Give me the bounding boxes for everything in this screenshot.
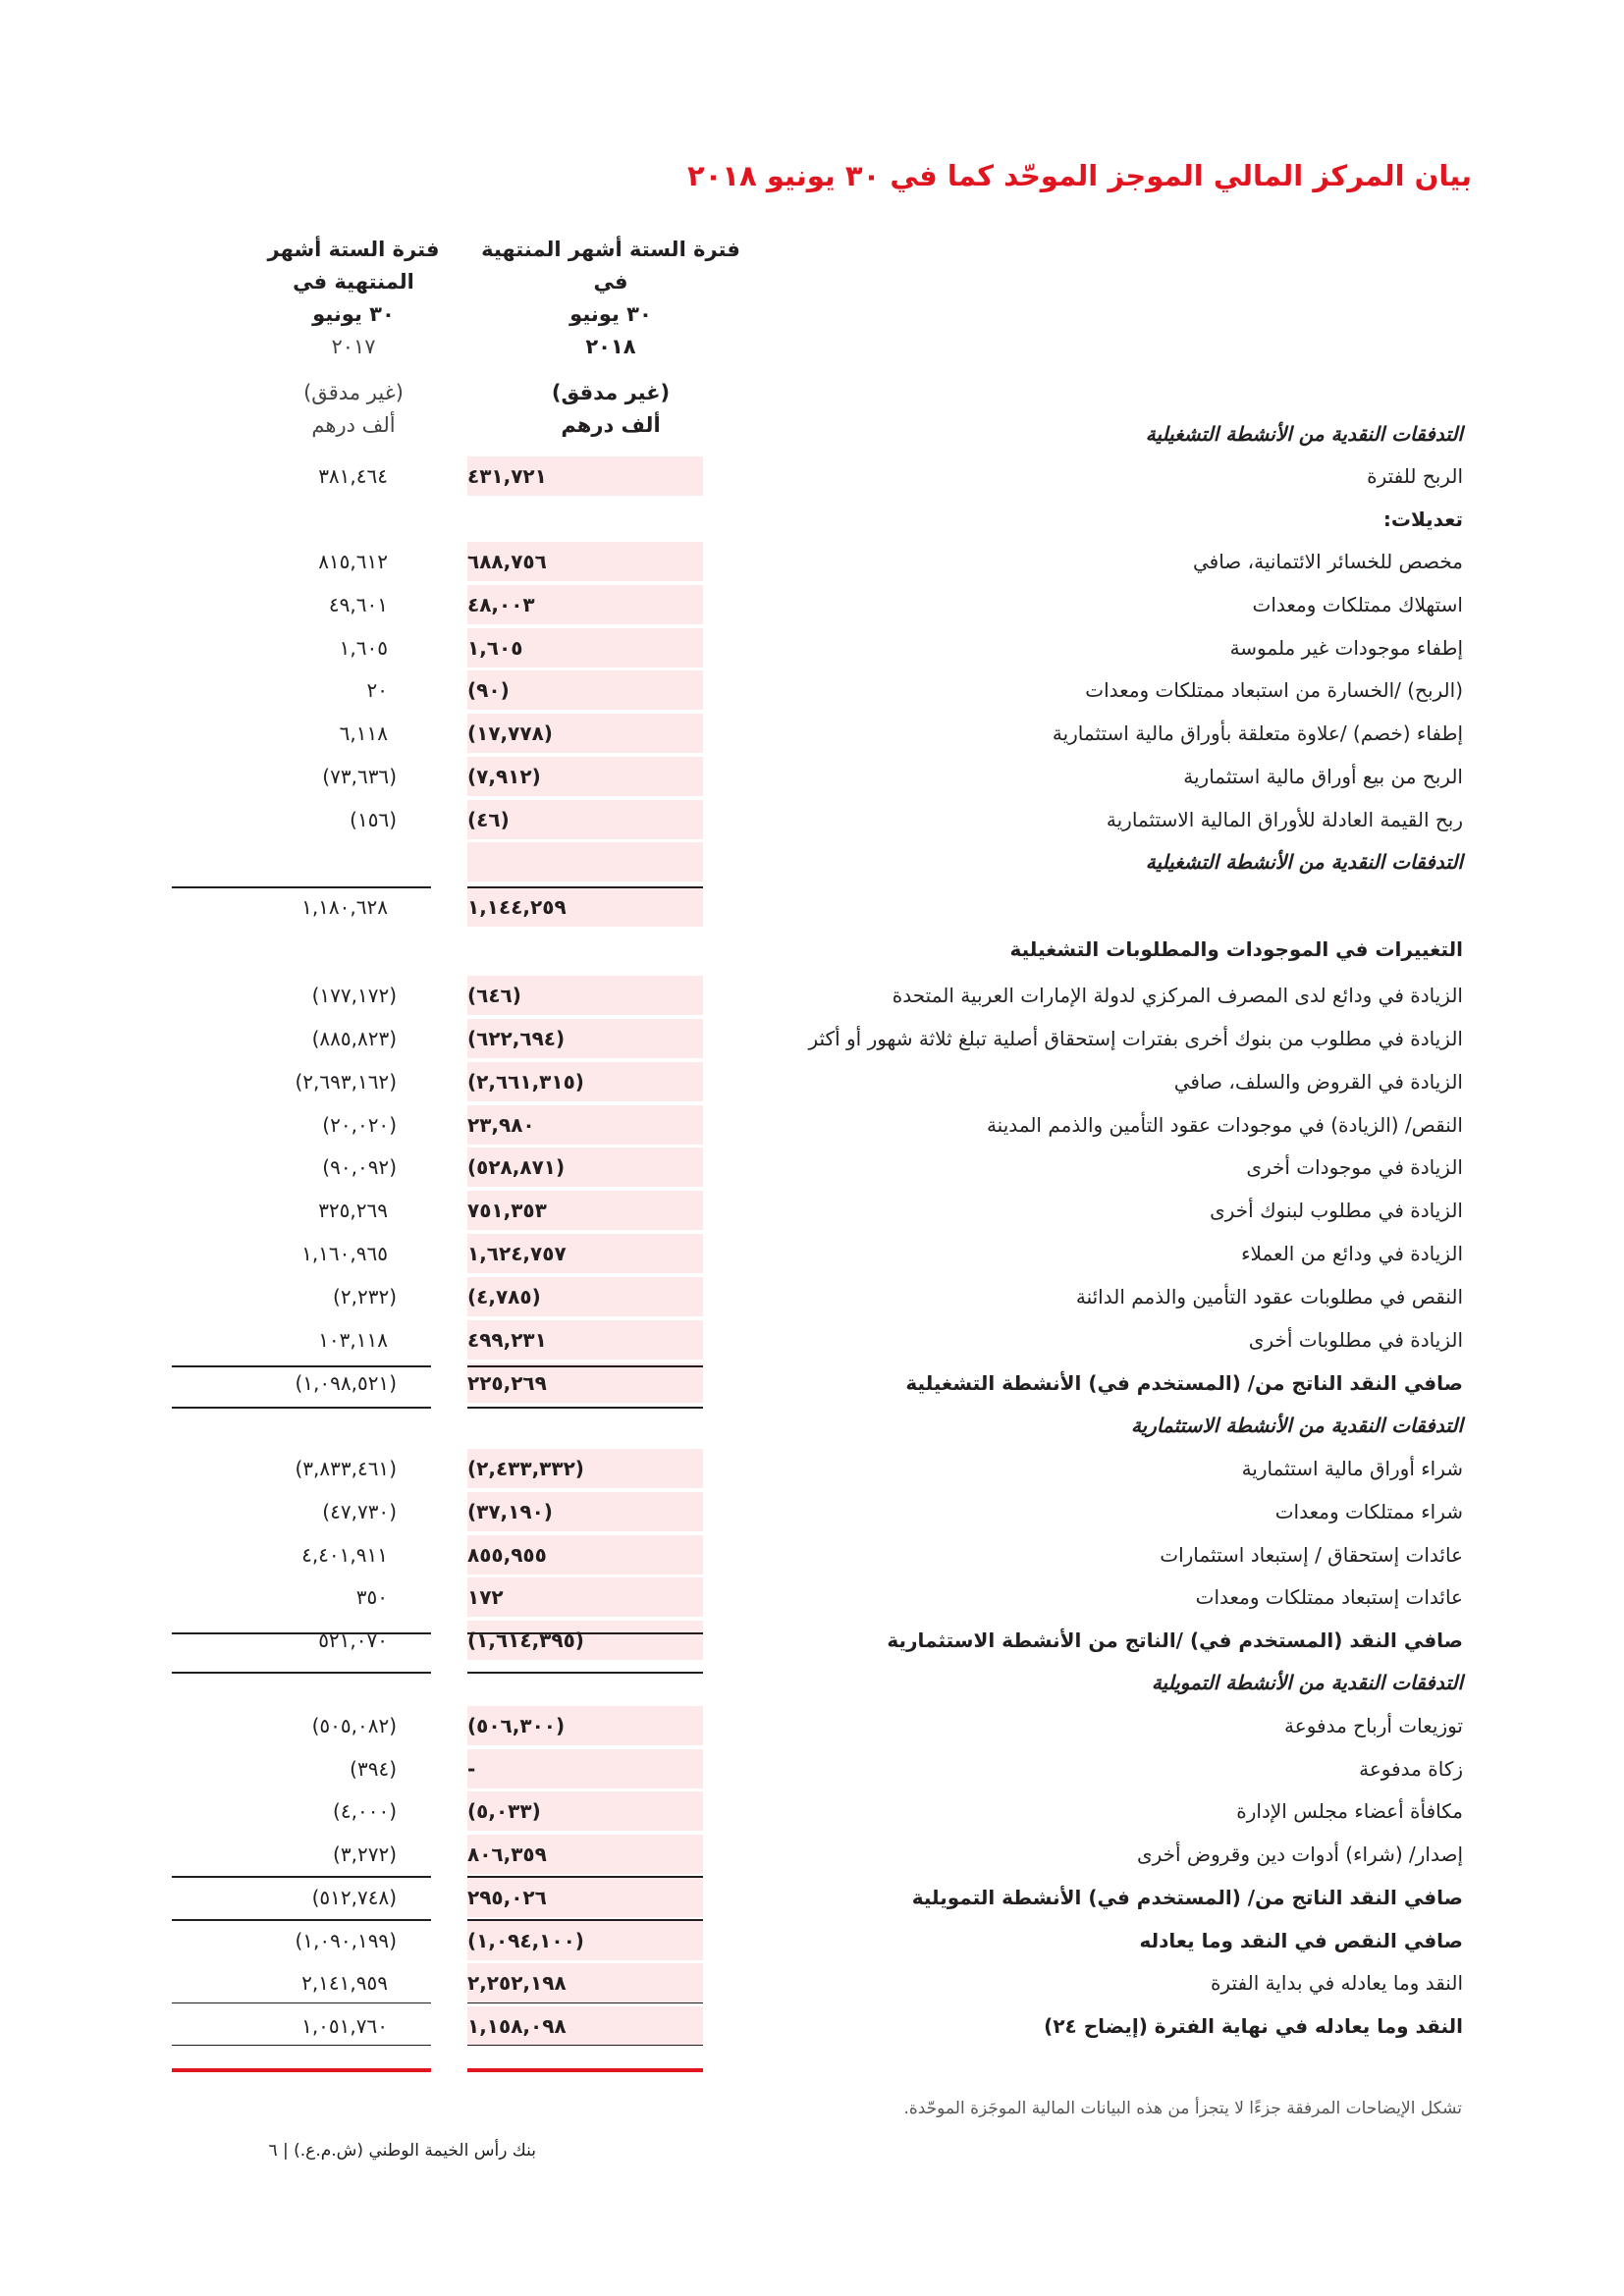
column-header-unit: ألف درهم [311,413,396,437]
value-2018: ١,٦٢٤,٧٥٧ [467,1242,567,1265]
value-cell-2018 [467,1191,703,1230]
table-row [0,1876,1624,1919]
value-cell-2017 [172,1835,431,1874]
value-2017: ٢٠ [366,678,388,702]
rule-line [467,1407,703,1409]
value-cell-2018 [467,628,703,667]
value-2017: ٢,١٤١,٩٥٩ [301,1971,388,1995]
table-row [0,668,1624,712]
value-cell-2018 [467,1492,703,1531]
column-header-2018 [463,234,758,442]
row-label: الربح للفترة [1367,464,1463,488]
value-2018: ٨٠٦,٣٥٩ [467,1842,547,1866]
value-cell-2017 [172,1535,431,1575]
value-cell-2017 [172,1148,431,1187]
value-2017: ٦,١١٨ [339,721,388,745]
value-2018: - [467,1757,476,1781]
table-row [0,1232,1624,1275]
value-cell-2017 [172,1277,431,1316]
value-2017: (٣٩٤) [350,1757,397,1781]
value-2018: (١,٦١٤,٣٩٥) [467,1629,584,1652]
value-2017: (٢٠,٠٢٠) [322,1113,397,1137]
rule-line [172,2002,431,2003]
value-cell-2017 [172,1878,431,1917]
row-label: التغييرات في الموجودات والمطلوبات التشغيلية [1009,937,1463,961]
value-2018: ٤٩٩,٢٣١ [467,1328,547,1352]
column-header-year: ٢٠١٧ [331,335,376,358]
value-cell-2017 [172,1492,431,1531]
row-label: استهلاك ممتلكات ومعدات [1252,593,1463,616]
table-row [0,1146,1624,1189]
value-cell-2018 [467,1791,703,1831]
value-cell-2017 [172,1449,431,1488]
value-2018: ٧٥١,٣٥٣ [467,1199,547,1222]
value-2017: ١,١٦٠,٩٦٥ [301,1242,388,1265]
value-cell-2017 [172,1749,431,1789]
value-cell-2018 [467,1105,703,1145]
value-2017: ٨١٥,٦١٢ [318,550,388,573]
rule-line [467,2045,703,2046]
table-row [0,974,1624,1017]
value-2017: ٣٥٠ [355,1585,388,1609]
value-2017: ٥٢١,٠٧٠ [318,1629,388,1652]
table-row [0,1533,1624,1576]
column-header-2017 [231,234,476,442]
value-2017: ٤,٤٠١,٩١١ [301,1543,388,1567]
value-2018: ٨٥٥,٩٥٥ [467,1543,547,1567]
rule-line [467,1365,703,1367]
row-label: مخصص للخسائر الائتمانية، صافي [1192,550,1463,573]
row-label: صافي النقد الناتج من/ (المستخدم في) الأنشطة التشغيلية [905,1371,1463,1395]
row-label: النقص/ (الزيادة) في موجودات عقود التأمين والذمم المدينة [986,1113,1463,1137]
table-row [0,928,1624,971]
value-2017: (٨٨٥,٨٢٣) [311,1027,397,1050]
column-header-date: ٣٠ يونيو [569,302,652,326]
value-cell-2017 [172,757,431,796]
value-2018: ١,٦٠٥ [467,636,523,660]
value-2017: (٢,٦٩٣,١٦٢) [295,1070,397,1094]
value-cell-2018 [467,670,703,710]
value-2017: (٥٠٥,٠٨٢) [311,1714,397,1737]
table-row [0,1447,1624,1490]
value-2018: (٢,٦٦١,٣١٥) [467,1070,584,1094]
value-cell-2018 [467,1921,703,1960]
value-2018: ١٧٢ [467,1585,504,1609]
value-2017: (٥١٢,٧٤٨) [311,1886,397,1909]
footnote: تشكل الإيضاحات المرفقة جزءًا لا يتجزأ من هذه البيانات المالية الموجَزة الموحّدة. [903,2099,1462,2118]
value-2018: (٤٦) [467,808,510,831]
row-label: الزيادة في ودائع من العملاء [1241,1242,1463,1265]
value-2018: (٥٠٦,٣٠٠) [467,1714,566,1737]
row-label: الزيادة في ودائع لدى المصرف المركزي لدولة الإمارات العربية المتحدة [892,984,1463,1007]
rule-line [467,1672,703,1674]
table-row [0,1919,1624,1962]
row-label: التدفقات النقدية من الأنشطة التشغيلية [1145,850,1463,874]
value-cell-2017 [172,1234,431,1273]
value-2018: (٦٤٦) [467,984,521,1007]
value-2018: ٢٣,٩٨٠ [467,1113,535,1137]
table-row [0,1619,1624,1662]
row-label: الزيادة في موجودات أخرى [1246,1155,1463,1179]
table-row [0,798,1624,841]
table-row [0,1575,1624,1619]
value-2018: (٦٢٢,٦٩٤) [467,1027,566,1050]
page-footer: بنك رأس الخيمة الوطني (ش.م.ع.) | ٦ [268,2141,536,2161]
value-cell-2017 [172,1320,431,1360]
value-2017: (٧٣,٦٣٦) [322,765,397,788]
row-label: الزيادة في مطلوبات أخرى [1248,1328,1463,1352]
value-2018: (٩٠) [467,678,510,702]
value-cell-2018 [467,1234,703,1273]
table-row [0,454,1624,498]
value-cell-2017 [172,542,431,581]
table-row [0,1017,1624,1060]
value-2017: (٤٧,٧٣٠) [322,1500,397,1523]
total-underline [467,2068,703,2072]
column-header-audit: (غير مدقق) [303,381,404,404]
row-label: الزيادة في مطلوب من بنوك أخرى بفترات إستحقاق أصلية تبلغ ثلاثة شهور أو أكثر [808,1027,1463,1050]
value-cell-2018 [467,1449,703,1488]
table-row [0,1275,1624,1318]
value-2018: ٤٨,٠٠٣ [467,593,535,616]
rule-line [467,1876,703,1878]
table-row [0,498,1624,541]
row-label: إطفاء موجودات غير ملموسة [1229,636,1463,660]
row-label: التدفقات النقدية من الأنشطة الاستثمارية [1130,1414,1463,1437]
value-2018: ١,١٤٤,٢٥٩ [467,895,567,919]
value-cell-2018 [467,542,703,581]
value-cell-2017 [172,628,431,667]
table-row [0,1103,1624,1147]
column-header-date: ٣٠ يونيو [312,302,395,326]
table-row [0,1961,1624,2004]
value-cell-2018 [467,1963,703,2002]
value-cell-2017 [172,887,431,927]
value-2018: (١,٠٩٤,١٠٠) [467,1929,584,1952]
row-label: النقد وما يعادله في بداية الفترة [1210,1971,1463,1995]
rule-line [172,1876,431,1878]
rule-line [172,1365,431,1367]
row-label: التدفقات النقدية من الأنشطة التمويلية [1151,1671,1463,1694]
row-label: صافي النقد (المستخدم في) /الناتج من الأنشطة الاستثمارية [887,1629,1463,1652]
row-label: مكافأة أعضاء مجلس الإدارة [1236,1799,1463,1823]
table-row [0,840,1624,883]
value-cell-2017 [172,1963,431,2002]
value-2017: ٣٢٥,٢٦٩ [318,1199,388,1222]
value-2017: (١٥٦) [350,808,397,831]
rule-line [467,1632,703,1634]
total-underline [172,2068,431,2072]
value-2018: (٣٧,١٩٠) [467,1500,553,1523]
row-label: توزيعات أرباح مدفوعة [1284,1714,1463,1737]
row-label: إطفاء (خصم) /علاوة متعلقة بأوراق مالية استثمارية [1052,721,1463,745]
value-cell-2018 [467,1577,703,1617]
value-2017: (١,٠٩٠,١٩٩) [295,1929,397,1952]
value-cell-2018 [467,1019,703,1058]
value-2018: (١٧,٧٧٨) [467,721,553,745]
rule-line [172,2045,431,2046]
value-cell-2017 [172,800,431,839]
value-cell-2018 [467,585,703,624]
value-cell-2018 [467,714,703,753]
value-2017: (٩٠,٠٩٢) [322,1155,397,1179]
row-label: الربح من بيع أوراق مالية استثمارية [1183,765,1463,788]
value-2018: ٦٨٨,٧٥٦ [467,550,547,573]
row-label: الزيادة في القروض والسلف، صافي [1173,1070,1463,1094]
value-2017: ٤٩,٦٠١ [328,593,388,616]
value-2018: ١,١٥٨,٠٩٨ [467,2014,567,2038]
value-cell-2018 [467,1277,703,1316]
value-cell-2017 [172,1363,431,1403]
value-cell-2018 [467,1363,703,1403]
table-row [0,2004,1624,2048]
value-cell-2018 [467,1062,703,1101]
table-row [0,1404,1624,1447]
value-2018: ٢٢٥,٢٦٩ [467,1371,547,1395]
value-cell-2017 [172,670,431,710]
value-cell-2017 [172,2006,431,2046]
row-label: (الربح) /الخسارة من استبعاد ممتلكات ومعدات [1085,678,1463,702]
value-cell-2017 [172,456,431,496]
rule-line [467,2002,703,2003]
value-2017: (٣,٨٣٣,٤٦١) [295,1457,397,1480]
value-cell-2017 [172,1791,431,1831]
value-2017: (١٧٧,١٧٢) [311,984,397,1007]
table-row [0,1833,1624,1876]
value-cell-2018 [467,757,703,796]
value-cell-2017 [172,585,431,624]
value-2018: ٤٣١,٧٢١ [467,464,547,488]
value-cell-2017 [172,1019,431,1058]
row-label: صافي النقص في النقد وما يعادله [1139,1929,1463,1952]
table-row [0,1189,1624,1232]
value-cell-2017 [172,1921,431,1960]
value-2018: ٢٩٥,٠٢٦ [467,1886,547,1909]
table-row [0,885,1624,929]
table-row [0,626,1624,669]
row-label: النقص في مطلوبات عقود التأمين والذمم الدائنة [1075,1285,1463,1308]
value-cell-2017 [172,1062,431,1101]
table-row [0,1661,1624,1704]
row-label: عائدات إستبعاد ممتلكات ومعدات [1195,1585,1463,1609]
column-header-period: فترة الستة أشهر المنتهية في [481,238,740,294]
value-2018: (٥٢٨,٨٧١) [467,1155,566,1179]
column-header-year: ٢٠١٨ [585,335,636,358]
value-cell-2017 [172,1105,431,1145]
column-header-period: فترة الستة أشهر المنتهية في [267,238,440,294]
row-label: الزيادة في مطلوب لبنوك أخرى [1210,1199,1463,1222]
rule-line [172,886,431,888]
rule-line [172,1632,431,1634]
value-cell-2018 [467,887,703,927]
row-label: النقد وما يعادله في نهاية الفترة (إيضاح ٢٤) [1044,2014,1463,2038]
rule-line [172,1919,431,1921]
table-row [0,712,1624,755]
value-2017: ١,١٨٠,٦٢٨ [301,895,388,919]
table-row [0,1318,1624,1362]
value-cell-2017 [172,1191,431,1230]
value-cell-2018 [467,976,703,1015]
row-label: ربح القيمة العادلة للأوراق المالية الاستثمارية [1106,808,1463,831]
value-cell-2018 [467,1320,703,1360]
table-row [0,1789,1624,1833]
value-2017: ١٠٣,١١٨ [318,1328,388,1352]
row-label: زكاة مدفوعة [1359,1757,1463,1781]
value-2017: (١,٠٩٨,٥٢١) [295,1371,397,1395]
value-cell-2017 [172,714,431,753]
value-cell-2018 [467,2006,703,2046]
value-cell-2018 [467,1835,703,1874]
row-label: صافي النقد الناتج من/ (المستخدم في) الأنشطة التمويلية [911,1886,1463,1909]
value-cell-2018 [467,1706,703,1745]
rule-line [172,1672,431,1674]
value-2018: ٢,٢٥٢,١٩٨ [467,1971,567,1995]
row-label: شراء أوراق مالية استثمارية [1241,1457,1463,1480]
value-cell-2018 [467,1878,703,1917]
row-label: إصدار/ (شراء) أدوات دين وقروض أخرى [1136,1842,1463,1866]
value-cell-2018 [467,842,703,881]
value-cell-2018 [467,1749,703,1789]
table-row [0,755,1624,798]
row-label: شراء ممتلكات ومعدات [1274,1500,1463,1523]
value-cell-2018 [467,1148,703,1187]
table-row [0,1490,1624,1533]
value-2018: (٥,٠٣٣) [467,1799,541,1823]
rule-line [467,1919,703,1921]
column-header-audit: (غير مدقق) [551,381,671,404]
column-header-unit: ألف درهم [561,413,661,437]
row-label: التدفقات النقدية من الأنشطة التشغيلية [1145,422,1463,446]
value-cell-2018 [467,800,703,839]
table-row [0,583,1624,626]
value-2017: (٤,٠٠٠) [333,1799,397,1823]
value-cell-2017 [172,1577,431,1617]
value-2018: (٧,٩١٢) [467,765,541,788]
value-cell-2017 [172,976,431,1015]
rule-line [467,886,703,888]
value-2017: (٢,٢٣٢) [333,1285,397,1308]
table-row [0,1747,1624,1790]
row-label: تعديلات: [1382,507,1463,531]
value-2018: (٢,٤٣٣,٣٣٢) [467,1457,584,1480]
table-row [0,1704,1624,1747]
table-row [0,412,1624,455]
value-cell-2018 [467,1621,703,1660]
row-label: عائدات إستحقاق / إستبعاد استثمارات [1160,1543,1463,1567]
value-cell-2018 [467,1535,703,1575]
table-row [0,1362,1624,1405]
value-cell-2017 [172,1706,431,1745]
value-cell-2017 [172,1621,431,1660]
value-2018: (٤,٧٨٥) [467,1285,541,1308]
rule-line [172,1407,431,1409]
value-2017: ١,٠٥١,٧٦٠ [301,2014,388,2038]
page-title: بيان المركز المالي الموجز الموحّد كما في ٣٠ يونيو ٢٠١٨ [686,159,1472,192]
value-2017: ١,٦٠٥ [339,636,388,660]
table-row [0,1060,1624,1103]
value-2017: (٣,٢٧٢) [333,1842,397,1866]
table-row [0,540,1624,583]
value-cell-2018 [467,456,703,496]
value-2017: ٣٨١,٤٦٤ [318,464,388,488]
